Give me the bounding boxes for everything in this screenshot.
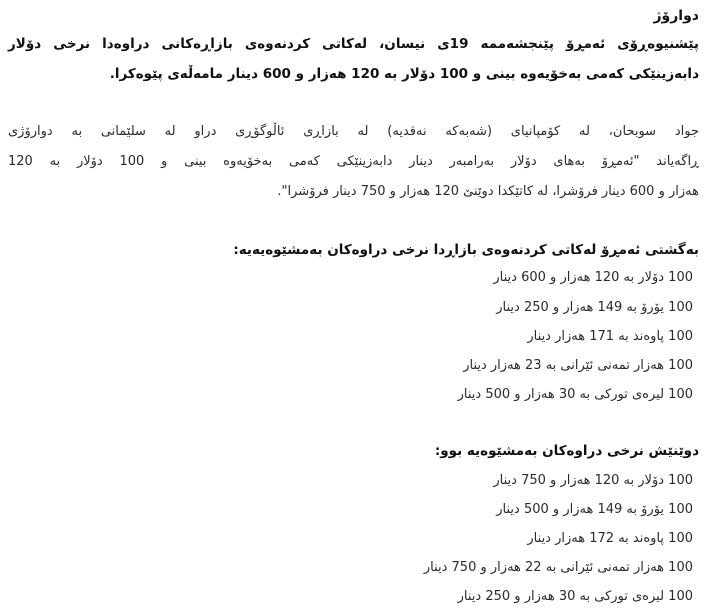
today-rate-toman: 100 هەزار تمەنی ئێرانی بە 23 هەزار دینار xyxy=(463,358,693,373)
article-title: دوارۆژ xyxy=(653,8,699,24)
lead-line-1: پێشنیوەڕۆی ئەمڕۆ پێنجشەممە 19ی نیسان، لەکاتی کردنەوەی بازاڕەکانی دراوەدا نرخی دۆلار xyxy=(8,36,699,52)
today-rate-euro: 100 یۆرۆ بە 149 هەزار و 250 دینار xyxy=(496,300,693,315)
yesterday-rate-lira: 100 لیرەی تورکی بە 30 هەزار و 250 دینار xyxy=(457,589,693,604)
today-rate-dollar: 100 دۆلار بە 120 هەزار و 600 دینار xyxy=(493,270,693,285)
yesterday-rate-euro: 100 یۆرۆ بە 149 هەزار و 500 دینار xyxy=(496,502,693,517)
paragraph-line-2: ڕاگەیاند "ئەمڕۆ بەهای دۆلار بەرامبەر دینار دابەزینێکی کەمی بەخۆیەوە بینی و 100 دۆلار بە 120 xyxy=(8,154,699,169)
yesterday-rate-dollar: 100 دۆلار بە 120 هەزار و 750 دینار xyxy=(493,473,693,488)
today-rate-pound: 100 پاوەند بە 171 هەزار دینار xyxy=(527,329,693,344)
yesterday-rates-heading: دوێنێش نرخی دراوەکان بەمشێوەیە بوو: xyxy=(434,443,699,459)
paragraph-line-1: جواد سوبحان، لە کۆمپانیای (شەبەکە نەقدیە) لە بازاڕی ئاڵوگۆڕی دراو لە سلێمانی بە دوارۆژی xyxy=(8,124,699,139)
yesterday-rate-pound: 100 پاوەند بە 172 هەزار دینار xyxy=(527,531,693,546)
today-rate-lira: 100 لیرەی تورکی بە 30 هەزار و 500 دینار xyxy=(457,387,693,402)
today-rates-heading: بەگشتی ئەمڕۆ لەکاتی کردنەوەی بازاڕدا نرخی دراوەکان بەمشێوەیەیە: xyxy=(233,242,699,258)
yesterday-rate-toman: 100 هەزار تمەنی ئێرانی بە 22 هەزار و 750 دینار xyxy=(423,560,693,575)
paragraph-line-3: هەزار و 600 دینار فرۆشرا، لە کاتێکدا دوێنێ 120 هەزار و 750 دینار فرۆشرا". xyxy=(277,184,699,199)
lead-line-2: دابەزینێکی کەمی بەخۆیەوە بینی و 100 دۆلار بە 120 هەزار و 600 دینار مامەڵەی پێوەکرا. xyxy=(109,66,699,82)
